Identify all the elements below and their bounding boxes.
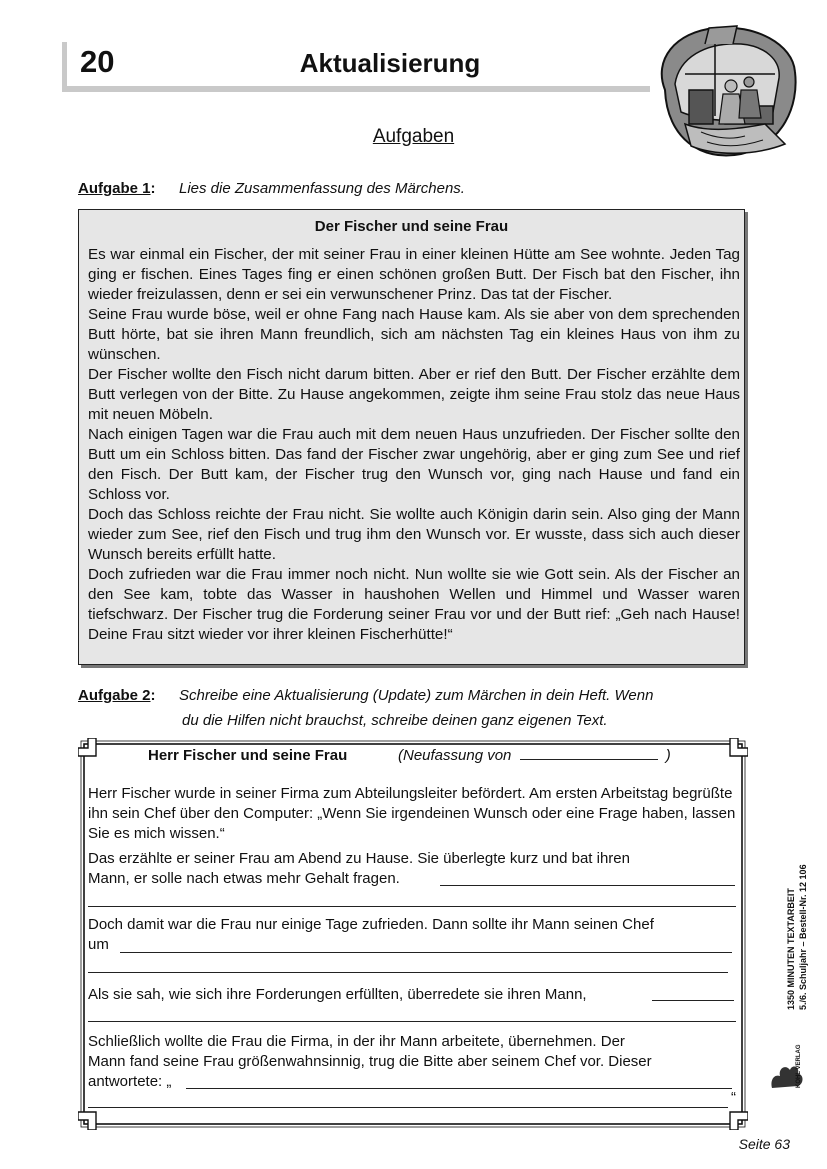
writing-line[interactable] xyxy=(88,906,736,907)
rewrite-paragraph-5-line2: Mann fand seine Frau größenwahnsinnig, trug die Bitte aber seinem Chef vor. Dieser xyxy=(88,1053,652,1070)
summary-title: Der Fischer und seine Frau xyxy=(314,218,509,235)
task1-row: Aufgabe 1: xyxy=(78,180,156,197)
closing-quote: “ xyxy=(731,1089,736,1106)
task2-instruction-line2: du die Hilfen nicht brauchst, schreibe deinen ganz eigenen Text. xyxy=(182,712,608,729)
summary-paragraph: Es war einmal ein Fischer, der mit seiner Frau in einer kleinen Hütte am See wohnte. Jeden Tag ging er fischen. Eines Tages fing er einen schönen großen Butt. Der Fisch bat den Fischer, ihn wieder freizulassen, denn er sei ein verwunschener Prinz. Das tat der Fischer. xyxy=(88,246,740,303)
task2-row: Aufgabe 2: xyxy=(78,687,156,704)
writing-line[interactable] xyxy=(88,1021,736,1022)
chapter-title: Aktualisierung xyxy=(299,48,481,78)
rewrite-paragraph-4: Als sie sah, wie sich ihre Forderungen erfüllten, überredete sie ihren Mann, xyxy=(88,986,587,1003)
page-number: Seite 63 xyxy=(738,1136,790,1152)
imprint-line-1: 1350 MINUTEN TEXTARBEIT xyxy=(786,888,796,1010)
summary-paragraph: Der Fischer wollte den Fisch nicht darum bitten. Aber er rief den Butt. Der Fischer erzählte dem Butt verlegen von der Bitte. Zu Hause angekommen, zeigte ihm seine Frau stolz das neue Haus mit neuen Möbeln. xyxy=(88,366,740,423)
rewrite-paragraph-3-line2: um xyxy=(88,936,109,953)
section-heading: Aufgaben xyxy=(372,126,455,147)
task1-instruction: Lies die Zusammenfassung des Märchens. xyxy=(179,180,465,197)
writing-line[interactable] xyxy=(186,1088,732,1089)
task2-label: Aufgabe 2 xyxy=(78,687,151,704)
author-blank[interactable] xyxy=(520,747,658,760)
chapter-number: 20 xyxy=(80,44,115,79)
task2-instruction-line1: Schreibe eine Aktualisierung (Update) zum Märchen in dein Heft. Wenn xyxy=(179,687,654,704)
rewrite-subtitle-prefix: (Neufassung von xyxy=(398,747,512,764)
summary-paragraph: Seine Frau wurde böse, weil er ohne Fang nach Hause kam. Als sie aber von dem sprechenden Butt hörte, bat sie ihren Mann freundlich, sich am nächsten Tag ein kleines Haus von ihm zu wünschen. xyxy=(88,306,740,363)
rewrite-paragraph-5-line3: antwortete: „ xyxy=(88,1073,172,1090)
summary-paragraph: Doch zufrieden war die Frau immer noch nicht. Nun wollte sie wie Gott sein. Als der Fischer an den See kam, tobte das Wasser in haushohen Wellen und Himmel und Wasser waren tiefschwarz. Der Fischer trug die Forderung seiner Frau vor und der Butt rief: „Geh nach Hause! Deine Frau sitzt wieder vor ihrer kleinen Fischerhütte!“ xyxy=(88,566,740,643)
writing-line[interactable] xyxy=(120,952,732,953)
publisher-name: KOHL VERLAG xyxy=(796,1044,802,1088)
summary-paragraph: Nach einigen Tagen war die Frau auch mit dem neuen Haus unzufrieden. Der Fischer sollte den Butt um ein Schloss bitten. Das fand der Fischer zwar ungehörig, aber er ging zum See und rief den Fisch. Der Butt kam, der Fischer trug den Wunsch vor, ging nach Hause und fand ein Schloss vor. xyxy=(88,426,740,503)
publisher-logo xyxy=(768,1040,808,1090)
rewrite-paragraph-2-line1: Das erzählte er seiner Frau am Abend zu Hause. Sie überlegte kurz und bat ihren xyxy=(88,850,630,867)
side-imprint xyxy=(780,832,820,1012)
rewrite-paragraph-1: Herr Fischer wurde in seiner Firma zum Abteilungsleiter befördert. Am ersten Arbeitstag begrüßte ihn sein Chef über den Computer: „Wenn Sie irgendeinen Wunsch oder eine Frage haben, lassen Sie es mich wissen.“ xyxy=(88,785,736,842)
writing-line[interactable] xyxy=(88,972,728,973)
writing-line[interactable] xyxy=(652,1000,734,1001)
rewrite-subtitle xyxy=(398,747,671,764)
summary-text xyxy=(88,245,740,645)
rewrite-title: Herr Fischer und seine Frau xyxy=(148,747,348,764)
rewrite-subtitle-suffix: ) xyxy=(665,747,671,764)
rewrite-paragraph-2-line2: Mann, er solle nach etwas mehr Gehalt fragen. xyxy=(88,870,400,887)
summary-paragraph: Doch das Schloss reichte der Frau nicht. Sie wollte auch Königin darin sein. Also ging der Mann wieder zum See, rief den Fisch und trug ihm den Wunsch vor. Er wusste, dass sich auch dieser Wunsch bereits erfüllt hatte. xyxy=(88,506,740,563)
writing-line[interactable] xyxy=(440,885,735,886)
rewrite-paragraph-5-line1: Schließlich wollte die Frau die Firma, in der ihr Mann arbeitete, übernehmen. Der xyxy=(88,1033,625,1050)
rewrite-paragraph-3-line1: Doch damit war die Frau nur einige Tage zufrieden. Dann sollte ihr Mann seinen Chef xyxy=(88,916,654,933)
header-horizontal-bar xyxy=(62,86,650,92)
writing-line[interactable] xyxy=(88,1107,728,1108)
imprint-line-2: 5./6. Schuljahr – Bestell-Nr. 12 106 xyxy=(798,864,808,1010)
task1-label: Aufgabe 1 xyxy=(78,180,151,197)
